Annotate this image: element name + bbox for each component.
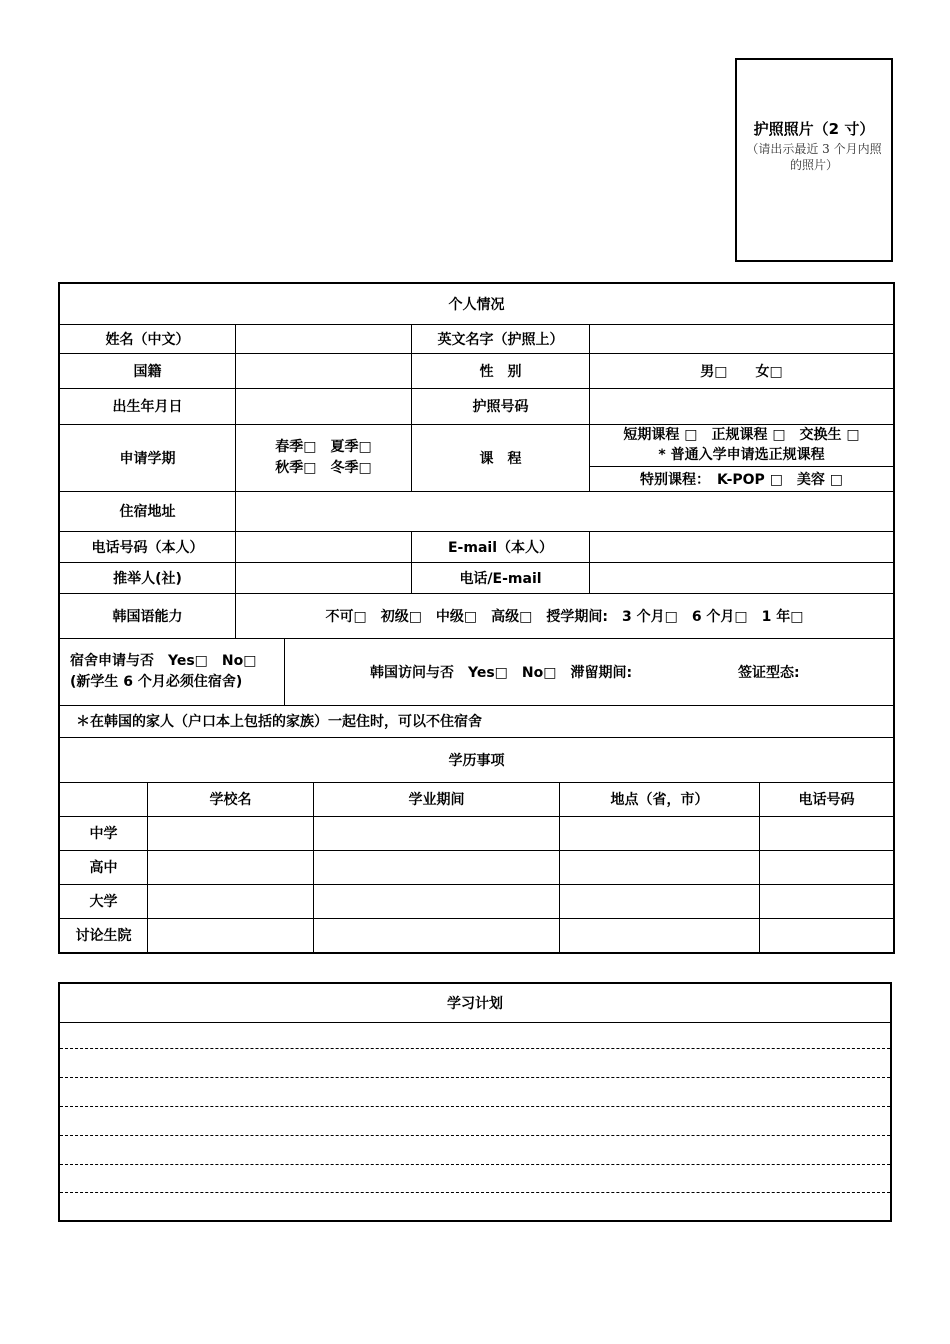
study-plan-line[interactable]	[60, 1135, 890, 1136]
school-phone-field[interactable]	[760, 884, 893, 918]
term-options-line1: 春季□ 夏季□	[275, 438, 372, 455]
school-phone-field[interactable]	[760, 918, 893, 952]
location-field[interactable]	[560, 816, 760, 850]
row-korean	[60, 593, 893, 639]
education-row	[60, 816, 893, 851]
photo-subtitle: （请出示最近 3 个月内照的照片）	[746, 141, 882, 172]
korea-visit-options[interactable]: 韩国访问与否 Yes□ No□ 滞留期间:	[370, 664, 633, 681]
visa-type-label: 签证型态:	[738, 664, 800, 681]
personal-section-header	[60, 284, 893, 325]
term-label: 申请学期	[60, 424, 236, 491]
gender-label: 性 别	[412, 353, 590, 388]
education-row-label: 高中	[60, 850, 148, 884]
location-field[interactable]	[560, 918, 760, 952]
study-plan-box	[58, 982, 892, 1222]
family-note: ＊在韩国的家人（户口本上包括的家族）一起住时，可以不住宿舍	[76, 714, 482, 730]
dob-field[interactable]	[236, 388, 412, 424]
phone-label: 电话号码（本人）	[60, 531, 236, 562]
referrer-label: 推举人(社)	[60, 562, 236, 593]
education-corner-cell	[60, 782, 148, 816]
school-phone-field[interactable]	[760, 850, 893, 884]
email-label: E-mail（本人）	[412, 531, 590, 562]
term-options-line2: 秋季□ 冬季□	[275, 459, 372, 476]
name-cn-field[interactable]	[236, 324, 412, 353]
dob-label: 出生年月日	[60, 388, 236, 424]
referrer-field[interactable]	[236, 562, 412, 593]
education-header-row	[60, 782, 893, 817]
study-period-field[interactable]	[314, 918, 560, 952]
phone-field[interactable]	[236, 531, 412, 562]
row-address	[60, 491, 893, 532]
school-name-field[interactable]	[148, 850, 314, 884]
gender-options[interactable]: 男□ 女□	[700, 363, 783, 380]
education-row	[60, 884, 893, 919]
education-col-school: 学校名	[148, 782, 314, 816]
dorm-application[interactable]	[60, 638, 285, 705]
passport-field[interactable]	[590, 388, 893, 424]
course-options-line1: 短期课程 □ 正规课程 □ 交换生 □	[623, 427, 860, 443]
education-row-label: 讨论生院	[60, 918, 148, 952]
study-plan-line[interactable]	[60, 1106, 890, 1107]
row-referrer	[60, 562, 893, 594]
course-note: * 普通入学申请选正规课程	[658, 447, 825, 463]
education-col-period: 学业期间	[314, 782, 560, 816]
term-options[interactable]	[236, 424, 412, 491]
study-plan-line[interactable]	[60, 1164, 890, 1165]
referrer-contact-label: 电话/E-mail	[412, 562, 590, 593]
study-period-field[interactable]	[314, 850, 560, 884]
row-name	[60, 324, 893, 354]
passport-label: 护照号码	[412, 388, 590, 424]
school-name-field[interactable]	[148, 816, 314, 850]
row-family-note	[60, 705, 893, 738]
address-label: 住宿地址	[60, 491, 236, 531]
study-plan-line[interactable]	[60, 1048, 890, 1049]
school-phone-field[interactable]	[760, 816, 893, 850]
special-course-options[interactable]: 特别课程： K-POP □ 美容 □	[639, 471, 844, 488]
application-form-table	[58, 282, 895, 954]
name-en-field[interactable]	[590, 324, 893, 353]
school-name-field[interactable]	[148, 884, 314, 918]
row-phone	[60, 531, 893, 563]
education-section-header	[60, 737, 893, 783]
study-plan-line[interactable]	[60, 1192, 890, 1193]
nationality-field[interactable]	[236, 353, 412, 388]
referrer-contact-field[interactable]	[590, 562, 893, 593]
location-field[interactable]	[560, 884, 760, 918]
korean-label: 韩国语能力	[60, 593, 236, 638]
location-field[interactable]	[560, 850, 760, 884]
name-en-label: 英文名字（护照上）	[412, 324, 590, 353]
email-field[interactable]	[590, 531, 893, 562]
study-plan-line[interactable]	[60, 1077, 890, 1078]
course-options[interactable]	[590, 424, 893, 467]
row-nationality	[60, 353, 893, 389]
row-dob	[60, 388, 893, 425]
course-label: 课 程	[412, 424, 590, 491]
study-period-field[interactable]	[314, 884, 560, 918]
education-col-location: 地点（省，市）	[560, 782, 760, 816]
korean-options[interactable]: 不可□ 初级□ 中级□ 高级□ 授学期间: 3 个月□ 6 个月□ 1 年□	[325, 608, 804, 625]
name-cn-label: 姓名（中文）	[60, 324, 236, 353]
row-dorm	[60, 638, 893, 706]
study-plan-title: 学习计划	[60, 984, 890, 1023]
education-row-label: 大学	[60, 884, 148, 918]
personal-section-title: 个人情况	[448, 297, 505, 313]
dorm-options: 宿舍申请与否 Yes□ No□	[70, 652, 257, 669]
study-period-field[interactable]	[314, 816, 560, 850]
photo-title: 护照照片（2 寸）	[753, 119, 875, 138]
dorm-note: (新学生 6 个月必须住宿舍)	[70, 673, 243, 690]
education-section-title: 学历事项	[448, 752, 505, 769]
address-field[interactable]	[236, 491, 893, 531]
school-name-field[interactable]	[148, 918, 314, 952]
passport-photo-box[interactable]	[735, 58, 893, 262]
row-term	[60, 424, 893, 492]
education-row	[60, 918, 893, 952]
education-row	[60, 850, 893, 885]
nationality-label: 国籍	[60, 353, 236, 388]
education-col-phone: 电话号码	[798, 792, 855, 808]
education-row-label: 中学	[60, 816, 148, 850]
